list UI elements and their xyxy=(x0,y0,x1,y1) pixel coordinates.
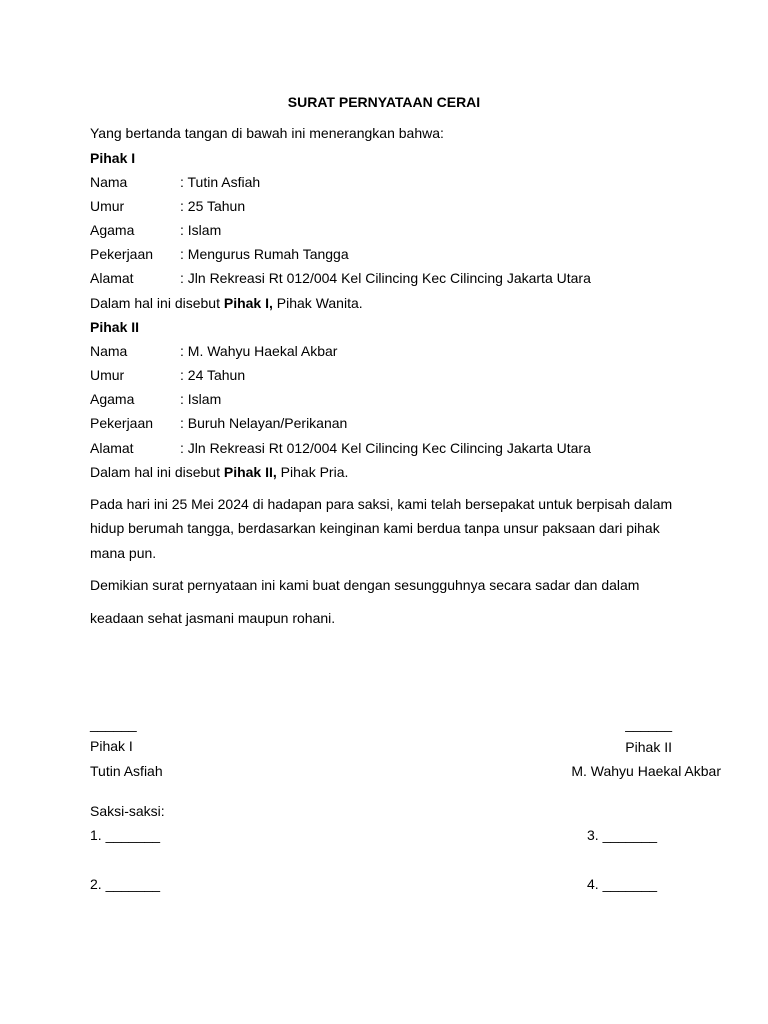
witness-2: 2. _______ xyxy=(90,876,161,892)
signature-name-left: Tutin Asfiah xyxy=(90,763,163,779)
signature-role-left: Pihak I xyxy=(90,738,133,754)
pihak2-heading: Pihak II xyxy=(90,319,140,335)
pihak1-desc-prefix: Dalam hal ini disebut xyxy=(90,295,224,311)
signature-line-right: ______ xyxy=(625,716,672,732)
signature-role-right: Pihak II xyxy=(625,739,672,755)
pihak1-label-pekerjaan: Pekerjaan xyxy=(90,246,154,262)
paragraph1-line1: Pada hari ini 25 Mei 2024 di hadapan para saksi, kami telah bersepakat untuk berpisah dalam xyxy=(90,496,673,512)
pihak1-label-umur: Umur xyxy=(90,198,125,214)
signature-name-right: M. Wahyu Haekal Akbar xyxy=(571,763,721,779)
pihak2-value-nama: : M. Wahyu Haekal Akbar xyxy=(180,343,338,359)
witness-3: 3. _______ xyxy=(587,827,658,843)
pihak1-desc-bold: Pihak I, xyxy=(223,295,273,311)
document-title: SURAT PERNYATAAN CERAI xyxy=(287,94,481,110)
pihak1-heading: Pihak I xyxy=(90,150,136,166)
witness-1: 1. _______ xyxy=(90,827,161,843)
intro-text: Yang bertanda tangan di bawah ini menerangkan bahwa: xyxy=(90,125,444,141)
pihak1-label-nama: Nama xyxy=(90,174,128,190)
pihak1-desc-suffix: Pihak Wanita. xyxy=(272,295,363,311)
pihak2-label-alamat: Alamat xyxy=(90,440,134,456)
pihak2-desc-bold: Pihak II, xyxy=(223,464,277,480)
pihak2-desc-prefix: Dalam hal ini disebut xyxy=(90,464,224,480)
pihak1-value-pekerjaan: : Mengurus Rumah Tangga xyxy=(180,246,349,262)
signature-line-left: ______ xyxy=(90,716,137,732)
pihak1-value-agama: : Islam xyxy=(180,222,222,238)
pihak1-label-agama: Agama xyxy=(90,222,135,238)
pihak2-label-agama: Agama xyxy=(90,391,135,407)
pihak2-value-umur: : 24 Tahun xyxy=(180,367,246,383)
pihak1-label-alamat: Alamat xyxy=(90,270,134,286)
paragraph1-line3: mana pun. xyxy=(90,545,157,561)
pihak2-value-agama: : Islam xyxy=(180,391,222,407)
paragraph2-line2: keadaan sehat jasmani maupun rohani. xyxy=(90,610,336,626)
witnesses-heading: Saksi-saksi: xyxy=(90,803,165,819)
pihak1-value-nama: : Tutin Asfiah xyxy=(180,174,261,190)
pihak1-description xyxy=(90,294,363,312)
pihak2-label-nama: Nama xyxy=(90,343,128,359)
pihak2-desc-suffix: Pihak Pria. xyxy=(276,464,349,480)
paragraph1-line2: hidup berumah tangga, berdasarkan keinginan kami berdua tanpa unsur paksaan dari pihak xyxy=(90,520,660,536)
witness-4: 4. _______ xyxy=(587,876,658,892)
pihak1-value-umur: : 25 Tahun xyxy=(180,198,246,214)
pihak2-description xyxy=(90,463,348,481)
pihak2-label-pekerjaan: Pekerjaan xyxy=(90,415,154,431)
paragraph2-line1: Demikian surat pernyataan ini kami buat dengan sesungguhnya secara sadar dan dalam xyxy=(90,577,640,593)
pihak2-value-alamat: : Jln Rekreasi Rt 012/004 Kel Cilincing Kec Cilincing Jakarta Utara xyxy=(180,440,591,456)
pihak2-value-pekerjaan: : Buruh Nelayan/Perikanan xyxy=(180,415,348,431)
pihak1-value-alamat: : Jln Rekreasi Rt 012/004 Kel Cilincing Kec Cilincing Jakarta Utara xyxy=(180,270,591,286)
pihak2-label-umur: Umur xyxy=(90,367,125,383)
